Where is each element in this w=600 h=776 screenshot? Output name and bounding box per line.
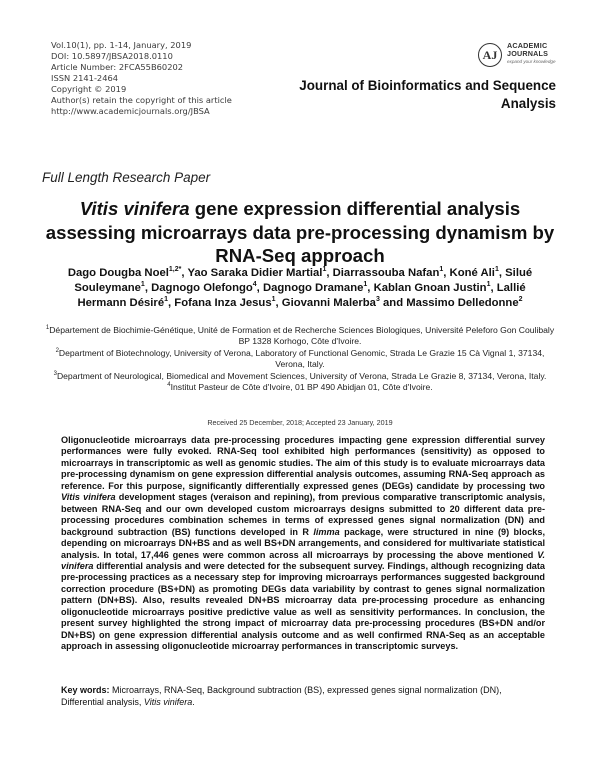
- affiliation: $^3$Department of Neurological, Biomedical and Movement Sciences, University of Verona, Strada Le Grazie 8, 37134, Verona, Italy.: [53, 370, 547, 381]
- received-accepted-dates: Received 25 December, 2018; Accepted 23 January, 2019: [207, 418, 393, 427]
- keywords: Key words: Microarrays, RNA-Seq, Background subtraction (BS), expressed genes signal normalization (DN), Differential analysis, Vitis vinifera.: [61, 685, 502, 707]
- doi-line[interactable]: DOI: 10.5897/JBSA2018.0110: [51, 51, 173, 61]
- affiliation: $^1$Département de Biochimie-Génétique, Unité de Formation et de Recherche Sciences Biologiques, Université Peleforo Gon Coulibaly BP 1328 Korhogo, Côte d'Ivoire.: [45, 325, 555, 347]
- title-species: Vitis vinifera: [79, 198, 190, 219]
- copyright-line: Copyright © 2019: [51, 84, 127, 94]
- rights-line: Author(s) retain the copyright of this article: [51, 95, 232, 105]
- affiliation: $^4$Institut Pasteur de Côte d'Ivoire, 01 BP 490 Abidjan 01, Côte d'Ivoire.: [167, 382, 433, 393]
- author: Diarrassouba Nafan$^1$,: [332, 266, 450, 279]
- academic-journals-logo: [478, 40, 588, 70]
- author-list: [52, 266, 548, 311]
- author: Fofana Inza Jesus$^1$,: [174, 296, 282, 309]
- author: Silué Souleymane$^1$,: [74, 267, 533, 294]
- abstract: Oligonucleotide microarrays data pre-processing procedures impacting gene expression differential survey performances were fully evoked. RNA-Seq tool exhibited high performances (sensitivity) as opposed to microarrays in transcriptomic as well as genomic studies. The aim of this study is to evaluate microarrays data pre-processing dynamism on gene expression differential analysis outcomes, assuming RNA-Seq approach as reference. For this purpose, significantly differentially expressed genes (DEGs) candidate by processing two Vitis vinifera development stages (veraison and repining), from previous comparative transcriptomic analysis, between RNA-Seq and our own developed custom microarrays designs submitted to 20 different data pre-processing procedures combination schemes in terms of expressed genes signal normalization (DN) and background subtraction (BS) functions developed in R limma package, were structured in nine (9) blocks, depending on microarrays DN+BS and as well BS+DN arrangements, and considered for multivariate statistical analysis. In total, 17,446 genes were common across all microarrays by processing the above mentioned V. vinifera differential analysis and were detected for the subsequent survey. Findings, although recognizing data pre-processing practices as a necessary step for improving microarrays performances suggested background correction procedure (BS+DN) as promoting DEGs data variability by contrast to genes signal normalization pattern (DN+BS). Also, results revealed DN+BS microarray data pre-processing procedure as enhancing oligonucleotide microarrays positive predictive value as well as sensitivity performances. In conclusion, the present survey highlighted the strong impact of microarray data pre-processing procedures (BS+DN and/or DN+BS) on gene expression differential analysis outcome and as well confirmed RNA-Seq as an acceptable approach in assessing oligonucleotide microarray performances in transcriptomic surveys.: [61, 435, 545, 652]
- journal-name: Journal of Bioinformatics and Sequence Analysis: [299, 78, 556, 111]
- author: Lallié Hermann Désiré$^1$,: [77, 282, 526, 309]
- author: Massimo Delledonne$^2$: [406, 296, 523, 309]
- author: Dagnogo Dramane$^1$,: [262, 281, 374, 294]
- journal-url-link[interactable]: http://www.academicjournals.org/JBSA: [51, 106, 210, 116]
- aj-logo-icon: AJ: [478, 43, 502, 67]
- volume-line: Vol.10(1), pp. 1-14, January, 2019: [51, 40, 192, 50]
- paper-title: [40, 197, 560, 268]
- paper-type: Full Length Research Paper: [42, 170, 211, 185]
- author: Koné Ali$^1$,: [449, 266, 506, 279]
- logo-line-1: ACADEMIC: [507, 41, 548, 50]
- affiliation: $^2$Department of Biotechnology, University of Verona, Laboratory of Functional Genomic, Strada Le Grazie 15 Cà Vignal 1, 37134, Verona, Italy.: [55, 347, 545, 370]
- affiliations: [45, 325, 555, 393]
- logo-tagline: expand your knowledge: [507, 59, 556, 64]
- keywords-label: Key words:: [61, 685, 110, 695]
- article-number-line: Article Number: 2FCA55B60202: [51, 62, 184, 72]
- author: Kablan Gnoan Justin$^1$,: [373, 281, 497, 294]
- author: Dago Dougba Noel$^{1,2*}$,: [67, 266, 188, 279]
- author: Dagnogo Olefongo$^4$,: [151, 281, 263, 294]
- author: Giovanni Malerba$^3$ and: [281, 296, 407, 309]
- logo-line-2: JOURNALS: [507, 49, 549, 58]
- issn-line: ISSN 2141-2464: [51, 73, 119, 83]
- logo-wordmark: [507, 42, 548, 58]
- author: Yao Saraka Didier Martial$^1$,: [187, 266, 333, 279]
- title-rest: gene expression differential analysis assessing microarrays data pre-processing dynamism by RNA-Seq approach: [45, 198, 555, 266]
